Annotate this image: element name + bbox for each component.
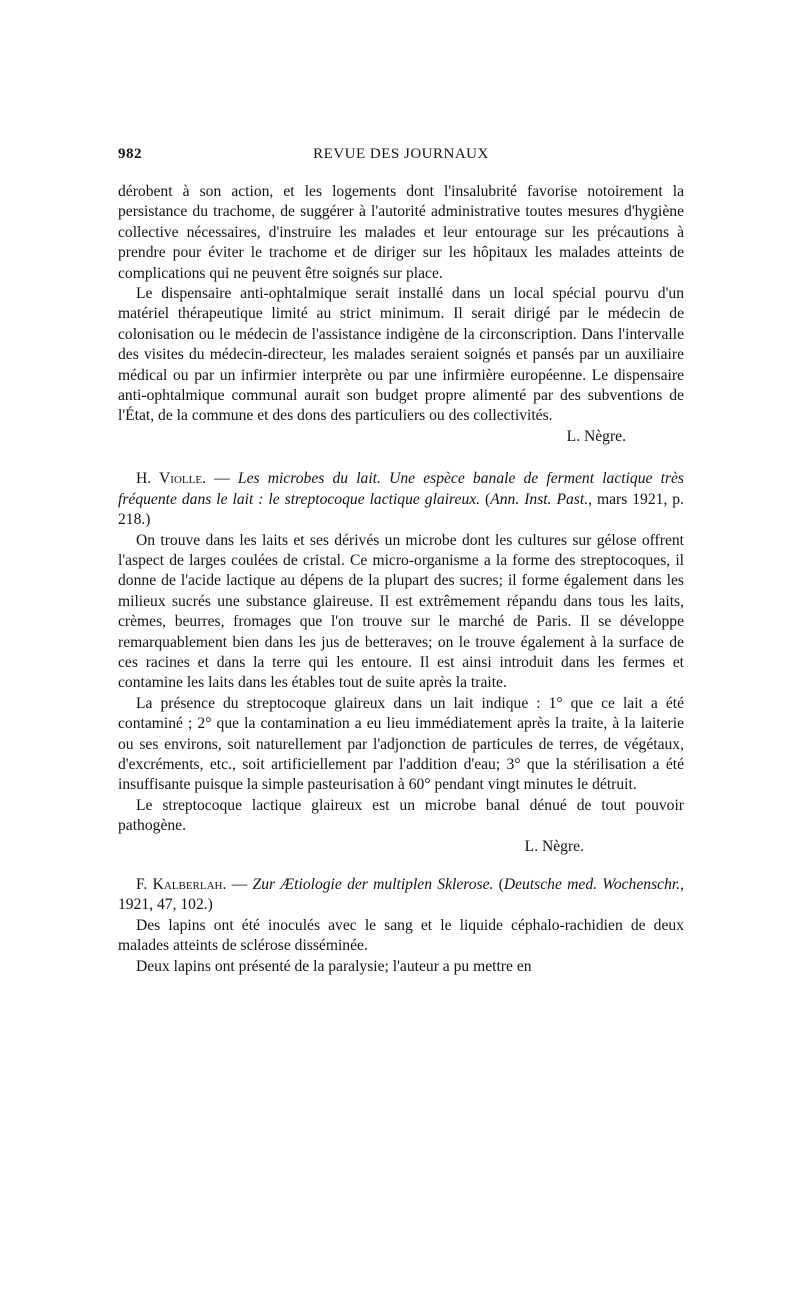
article-title: Zur Ætiologie der multiplen Sklerose.	[252, 876, 494, 893]
article-journal: Deutsche med. Wochenschr.	[503, 876, 681, 893]
article-citation: F. Kalberlah. — Zur Ætiologie der multiplen Sklerose. (Deutsche med. Wochenschr., 1921, 47, 102.)	[118, 876, 685, 914]
running-title: REVUE DES JOURNAUX	[313, 146, 489, 162]
article-citation: H. Violle. — Les microbes du lait. Une espèce banale de ferment lactique très fréquente dans le lait : le streptocoque lactique glaireux. (Ann. Inst. Past., mars 1921, p. 218.)	[118, 470, 685, 529]
article-paragraph: Des lapins ont été inoculés avec le sang et le liquide céphalo-rachidien de deux malades atteints de sclérose disséminée.	[118, 916, 684, 955]
dispensaire-paragraph: Le dispensaire anti-ophtalmique serait installé dans un local spécial pourvu d'un matériel thérapeutique limité au strict minimum. Il serait dirigé par le médecin de colonisation ou le médecin de l'assistance indigène de la circonscription. Dans l'intervalle des visites du médecin-directeur, les malades seraient soignés et pansés par un auxiliaire médical ou par un infirmier interprète ou par une infirmière européenne. Le dispensaire anti-ophtalmique communal aurait son budget propre alimenté par des subventions de l'État, de la commune et des dons des particuliers ou des collectivités.	[118, 285, 684, 425]
page-number: 982	[118, 146, 142, 162]
article-author: F. Kalberlah.	[136, 876, 227, 893]
text-column	[118, 182, 684, 977]
article-author: H. Violle.	[136, 470, 206, 488]
citation-dash: —	[205, 470, 238, 488]
citation-dash: —	[226, 876, 253, 893]
article-source-details: , mars 1921, p. 218.)	[118, 490, 685, 529]
continuation-paragraph: dérobent à son action, et les logements dont l'insalubrité favorise notoirement la persistance du trachome, de suggérer à l'autorité administrative toutes mesures d'hygiène collective nécessaires, d'instruire les malades et leur entourage sur les précautions à prendre pour éviter le trachome et de diriger sur les hôpitaux les malades atteints de complications qui ne peuvent être soignés sur place.	[118, 183, 684, 282]
article-title: Les microbes du lait. Une espèce banale de ferment lactique très fréquente dans le lait : le streptocoque lactique glaireux.	[118, 470, 685, 508]
page-header	[118, 146, 684, 168]
article-paragraph: La présence du streptocoque glaireux dans un lait indique : 1° que ce lait a été contaminé ; 2° que la contamination a eu lieu immédiatement après la traite, à la laiterie ou ses environs, soit naturellement par l'adjonction de particules de terres, de végétaux, d'excréments, etc., soit artificiellement par l'addition d'eau; 3° que la stérilisation a été insuffisante puisque la simple pasteurisation à 60° pendant vingt minutes le détruit.	[118, 694, 684, 794]
article-paragraph: Le streptocoque lactique glaireux est un microbe banal dénué de tout pouvoir pathogène.	[118, 796, 684, 835]
article-journal: Ann. Inst. Past.	[490, 490, 589, 508]
signature: L. Nègre.	[524, 837, 584, 855]
article-paragraph: On trouve dans les laits et ses dérivés un microbe dont les cultures sur gélose offrent l'aspect de larges coulées de cristal. Ce micro-organisme a la forme des streptocoques, il donne de l'acide lactique au dépens de la plupart des sucres; il forme également dans les milieux sucrés une substance glaireuse. Il est extrêmement répandu dans tous les laits, crèmes, beurres, fromages que l'on trouve sur le marché de Paris. Il se développe remarquablement bien dans les jus de betteraves; on le trouve également à la surface de ces racines et dans la terre qui les entoure. Il est ainsi introduit dans les fermes et contamine les laits dans les étables tout de suite après la traite.	[118, 531, 684, 692]
article-source-details: , 1921, 47, 102.)	[118, 876, 685, 914]
signature: L. Nègre.	[566, 427, 626, 445]
article-paragraph: Deux lapins ont présenté de la paralysie; l'auteur a pu mettre en	[136, 957, 532, 975]
